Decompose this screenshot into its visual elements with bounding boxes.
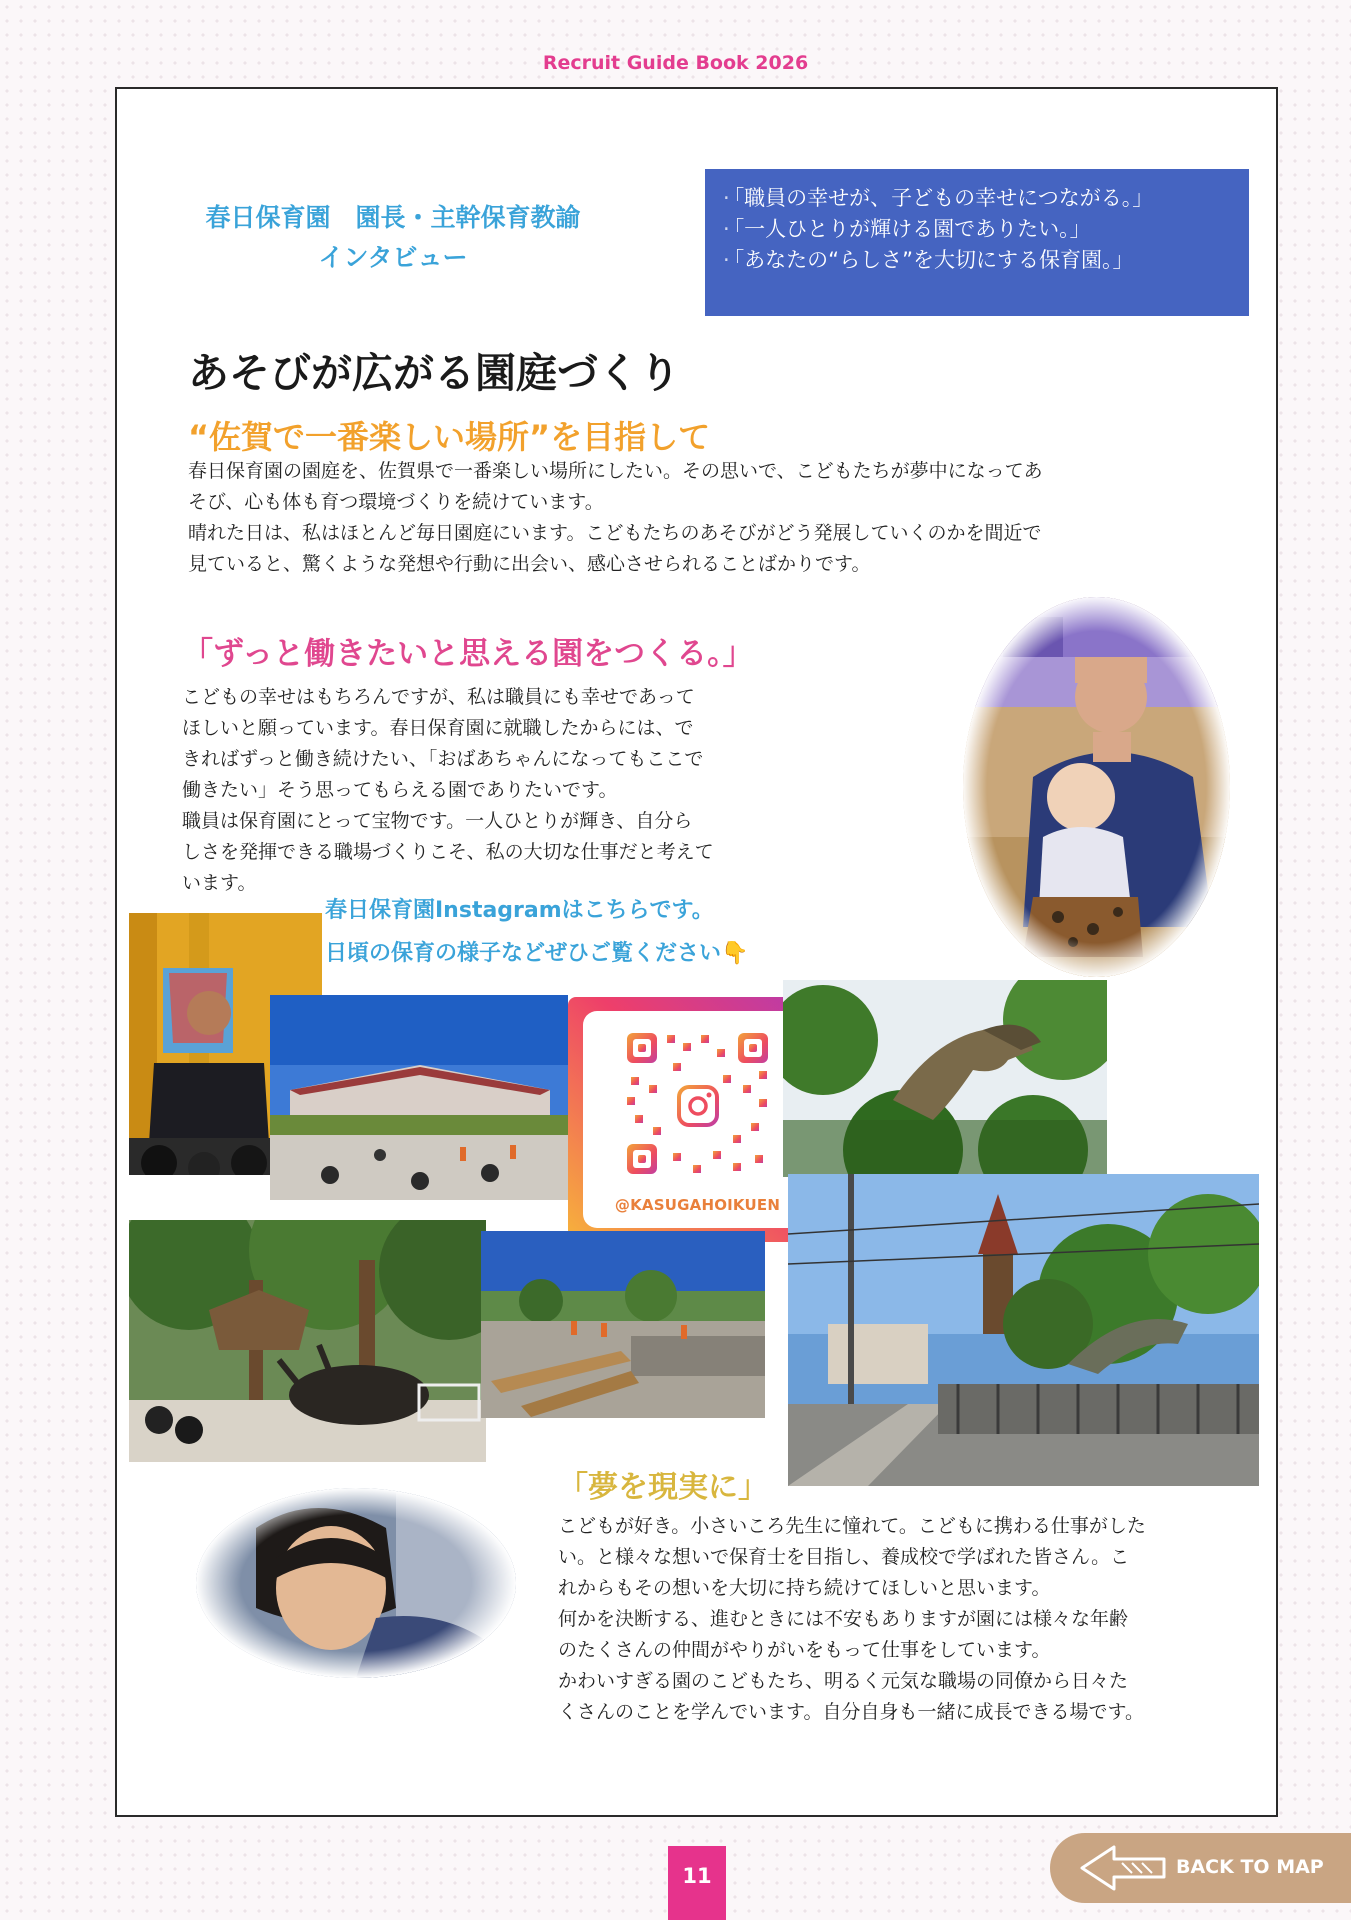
page-number: 11 — [668, 1846, 726, 1920]
paragraph-garden: 春日保育園の園庭を、佐賀県で一番楽しい場所にしたい。その思いで、こどもたちが夢中になってあ そび、心も体も育つ環境づくりを続けています。 晴れた日は、私はほとんど毎日園庭にいます。こどもたちのあそびがどう発展していくのかを間近で 見ていると、驚くような発想や行動に出会い、感心させられることばかりです。 — [188, 460, 1043, 575]
interview-label — [183, 198, 603, 278]
back-arrow-icon — [1072, 1833, 1182, 1903]
log-field-photo — [481, 1231, 765, 1418]
instagram-invite: 日頃の保育の様子などぜひご覧ください👇 — [325, 941, 749, 966]
qr-code-panel[interactable] — [583, 1011, 812, 1228]
director-photo — [963, 597, 1230, 977]
interview-role: 春日保育園 園長・主幹保育教諭 — [205, 203, 581, 232]
paragraph-workplace: こどもの幸せはもちろんですが、私は職員にも幸せであって ほしいと願っています。春日保育園に就職したからには、で きればずっと働き続けたい、「おばあちゃんになってもここで 働きたい」そう思ってもらえる園でありたいです。 職員は保育園にとって宝物です。一人ひとりが輝き、自分ら しさを発揮できる職場づくりこそ、私の大切な仕事だと考えて います。 — [182, 686, 714, 894]
quote-item: · 「職員の幸せが、子どもの幸せにつながる。」 — [723, 186, 1154, 210]
beetle-playground-photo — [129, 1220, 486, 1462]
back-to-map-button[interactable] — [1050, 1833, 1351, 1903]
garden-overview-photo — [270, 995, 568, 1200]
subheading-workplace: 「ずっと働きたいと思える園をつくる。」 — [182, 636, 754, 672]
subheading-dream: 「夢を現実に」 — [558, 1470, 768, 1505]
paragraph-dream: こどもが好き。小さいころ先生に憧れて。こどもに携わる仕事がした い。と様々な想いで保育士を目指し、養成校で学ばれた皆さん。こ れからもその想いを大切に持ち続けてほしいと思います。 何かを決断する、進むときには不安もありますが園には様々な年齢 のたくさんの仲間がやりがいをもって仕事をしています。 かわいすぎる園のこどもたち、明るく元気な職場の同僚から日々た くさんのことを学んでいます。自分自身も一緒に成長できる場です。 — [558, 1515, 1146, 1723]
instagram-intro: 春日保育園Instagramはこちらです。 — [325, 898, 714, 923]
pointing-down-icon: 👇 — [721, 941, 749, 966]
main-heading: あそびが広がる園庭づくり — [188, 349, 680, 397]
instagram-handle[interactable]: @KASUGAHOIKUEN — [614, 1196, 781, 1214]
subheading-saga: “佐賀で一番楽しい場所”を目指して — [188, 418, 711, 456]
guide-title: Recruit Guide Book 2026 — [542, 52, 809, 74]
quote-item: · 「あなたの“らしさ”を大切にする保育園。」 — [723, 248, 1134, 272]
street-view-photo — [788, 1174, 1259, 1486]
quote-item: · 「一人ひとりが輝ける園でありたい。」 — [723, 217, 1091, 241]
back-to-map-label[interactable]: BACK TO MAP — [1176, 1856, 1324, 1878]
teacher-photo — [196, 1488, 516, 1678]
quote-box — [705, 169, 1249, 316]
interview-word: インタビュー — [318, 243, 468, 272]
dinosaur-photo — [783, 980, 1107, 1177]
